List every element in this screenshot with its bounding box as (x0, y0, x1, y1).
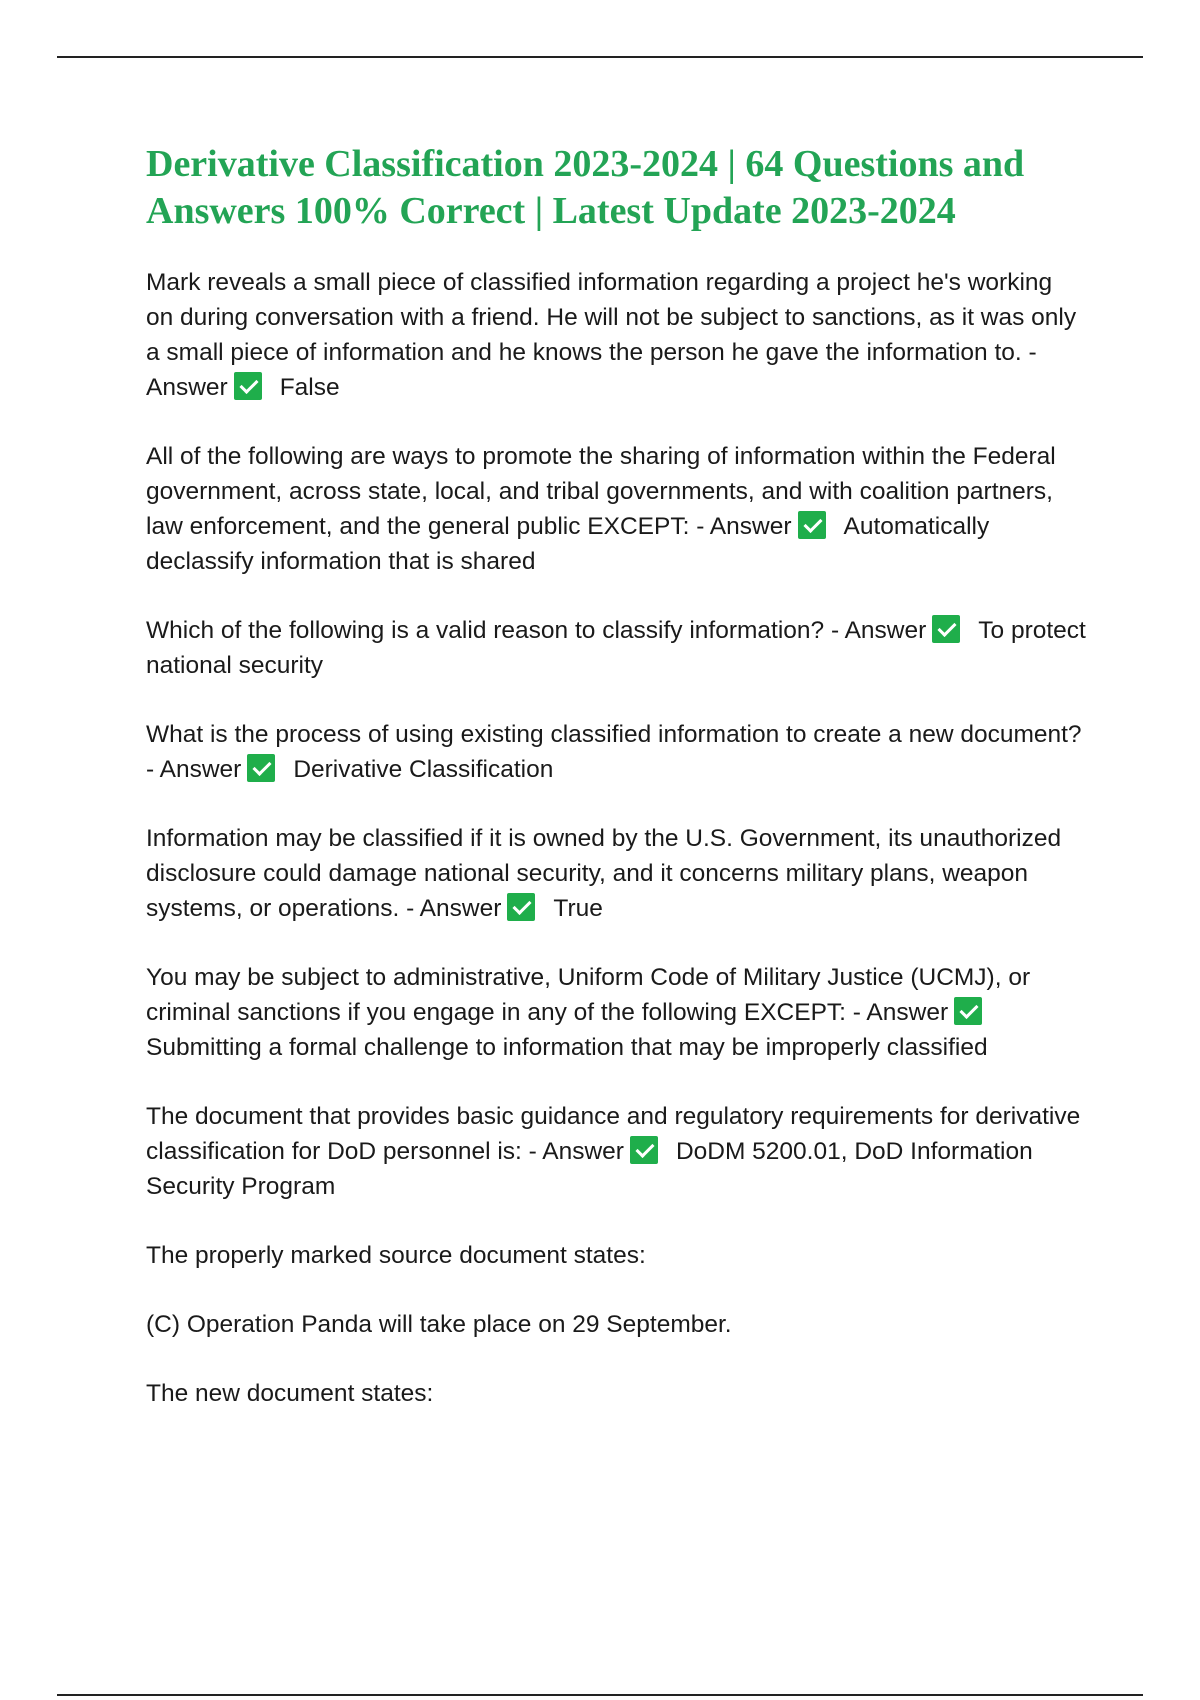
qa-item (146, 1099, 1086, 1204)
paragraph: The new document states: (146, 1380, 434, 1407)
answer-text: DoDM 5200.01, DoD Information Security Program (146, 1138, 1033, 1200)
question-text: Information may be classified if it is owned by the U.S. Government, its unauthorized disclosure could damage national security, and it concerns military plans, weapon systems, or operations. - Answer (146, 825, 1062, 922)
checkmark-icon (630, 1136, 658, 1164)
paragraph: (C) Operation Panda will take place on 29 September. (146, 1311, 732, 1338)
checkmark-icon (932, 615, 960, 643)
question-text: What is the process of using existing classified information to create a new document? - Answer (146, 721, 1082, 783)
checkmark-icon (507, 893, 535, 921)
qa-item (146, 717, 1086, 787)
answer-text: Submitting a formal challenge to information that may be improperly classified (146, 1034, 988, 1061)
answer-text: To protect national security (146, 617, 1086, 679)
answer-text: True (553, 895, 603, 922)
top-rule (57, 56, 1143, 58)
checkmark-icon (798, 511, 826, 539)
question-text: Mark reveals a small piece of classified information regarding a project he's working on during conversation with a friend. He will not be subject to sanctions, as it was only a small piece of information and he knows the person he gave the information to. - Answer (146, 269, 1077, 401)
checkmark-icon (234, 372, 262, 400)
qa-item (146, 960, 1086, 1065)
checkmark-icon (247, 754, 275, 782)
qa-item (146, 613, 1086, 683)
question-text: Which of the following is a valid reason to classify information? - Answer (146, 617, 927, 644)
qa-item (146, 265, 1086, 405)
paragraph: The properly marked source document states: (146, 1242, 646, 1269)
qa-item (146, 821, 1086, 926)
answer-text: False (279, 374, 340, 401)
document-title: Derivative Classification 2023-2024 | 64 Questions and Answers 100% Correct | Latest Update 2023-2024 (146, 143, 1025, 232)
bottom-rule (57, 1694, 1143, 1696)
checkmark-icon (954, 997, 982, 1025)
answer-text: Derivative Classification (293, 756, 554, 783)
question-text: The document that provides basic guidance and regulatory requirements for derivative classification for DoD personnel is: - Answer (146, 1103, 1081, 1165)
qa-item (146, 439, 1086, 579)
answer-text: Automatically declassify information that is shared (146, 513, 990, 575)
question-text: All of the following are ways to promote the sharing of information within the Federal government, across state, local, and tribal governments, and with coalition partners, law enforcement, and the general public EXCEPT: - Answer (146, 443, 1056, 540)
qa-list (146, 265, 1086, 1445)
question-text: You may be subject to administrative, Uniform Code of Military Justice (UCMJ), or criminal sanctions if you engage in any of the following EXCEPT: - Answer (146, 964, 1031, 1026)
